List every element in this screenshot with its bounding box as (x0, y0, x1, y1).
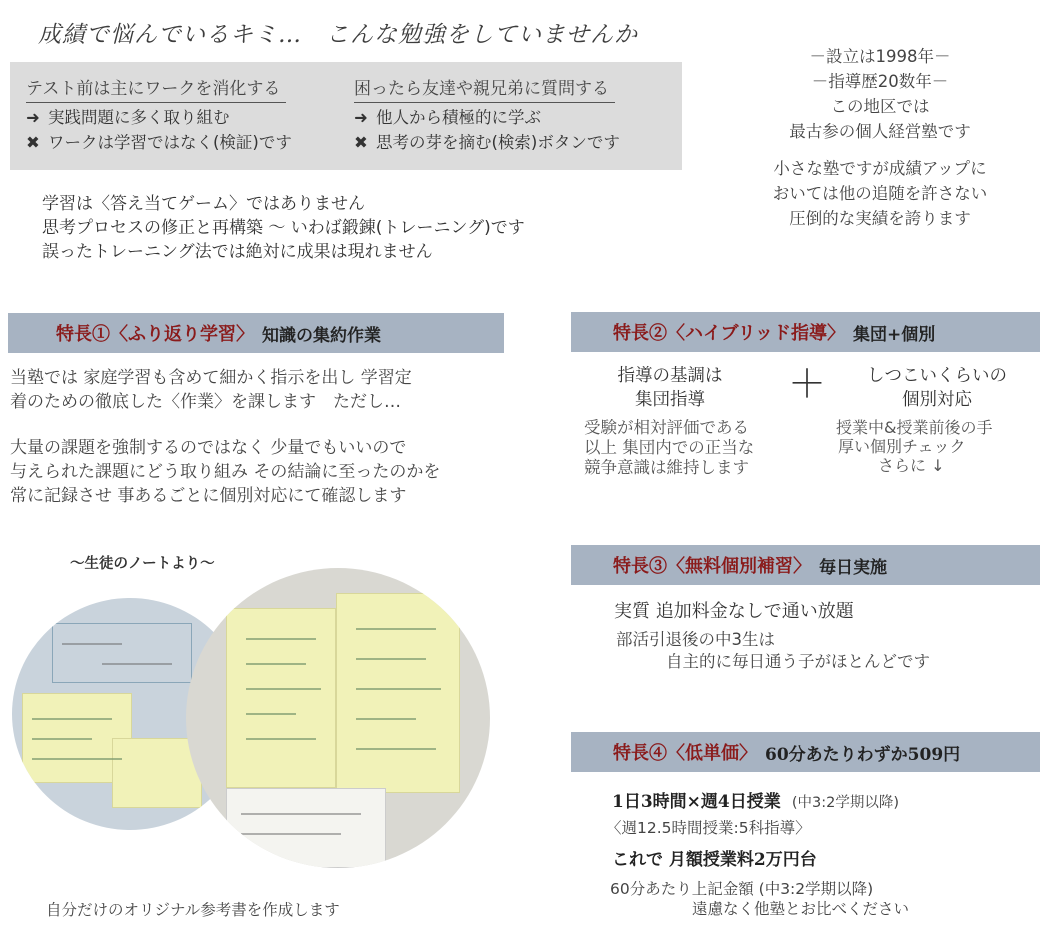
history-line: －設立は1998年－ (809, 47, 951, 66)
feature2-left-body-line: 以上 集団内での正当な (584, 438, 755, 457)
feature2-right-body-line: 厚い個別チェック (838, 437, 966, 456)
feature4-header (571, 732, 1040, 772)
feature2-title: 特長②〈ハイブリッド指導〉 (613, 323, 846, 344)
habit-left-item (26, 130, 292, 155)
feature2-right-title-line: しつこいくらいの (867, 366, 1007, 386)
plus-icon: ＋ (788, 362, 827, 406)
feature2-left-title (600, 364, 740, 412)
feature2-right-body (836, 418, 1041, 475)
feature2-left-body (584, 418, 754, 478)
claim-line: おいては他の追随を許さない (772, 184, 988, 203)
feature4-subtitle: 60分あたりわずか509円 (765, 744, 961, 765)
intro-line: 思考プロセスの修正と再構築 ～ いわば鍛錬(トレーニング)です (42, 218, 525, 238)
claim-line: 小さな塾ですが成績アップに (773, 159, 987, 178)
feature2-right-body-line: 授業中&授業前後の手 (836, 418, 993, 437)
feature1-line: 大量の課題を強制するのではなく 少量でもいいので (10, 438, 407, 458)
feature4-hours-note: (中3:2学期以降) (791, 795, 899, 811)
habit-left-item-text: ワークは学習ではなく(検証)です (48, 133, 292, 152)
feature4-line4: 60分あたり上記金額 (中3:2学期以降) (610, 880, 874, 898)
feature4-hours: 1日3時間×週4日授業 (612, 792, 781, 812)
intro-text (42, 192, 525, 264)
feature2-left-body-line: 受験が相対評価である (584, 418, 749, 437)
habit-right-heading: 困ったら友達や親兄弟に質問する (354, 77, 615, 103)
headline: 成績で悩んでいるキミ… こんな勉強をしていませんか (38, 22, 638, 48)
notes-caption: 自分だけのオリジナル参考書を作成します (46, 901, 340, 919)
feature1-line: 常に記録させ 事あるごとに個別対応にて確認します (10, 486, 407, 506)
feature1-body (10, 366, 440, 508)
habit-right-item-text: 思考の芽を摘む(検索)ボタンです (376, 133, 620, 152)
feature1-line: 着のための徹底した〈作業〉を課します ただし… (10, 392, 401, 412)
feature2-right-body-line: さらに ↓ (878, 456, 945, 475)
habit-left-item-text: 実践問題に多く取り組む (48, 108, 230, 127)
habits-box (10, 62, 682, 170)
cross-icon: ✖ (26, 133, 40, 152)
claim-line: 圧倒的な実績を誇ります (789, 209, 971, 228)
feature4-line2: 〈週12.5時間授業:5科指導〉 (606, 819, 811, 837)
habit-right-item (354, 105, 620, 130)
feature2-header (571, 312, 1040, 352)
notes-photo-right (186, 568, 490, 868)
intro-line: 誤ったトレーニング法では絶対に成果は現れません (42, 242, 433, 262)
feature2-right-title (862, 364, 1012, 412)
feature3-line2: 部活引退後の中3生は (616, 630, 775, 649)
feature4-title: 特長④〈低単価〉 (613, 743, 757, 764)
feature1-line: 与えられた課題にどう取り組み その結論に至ったのかを (10, 462, 441, 482)
feature1-subtitle: 知識の集約作業 (262, 325, 381, 346)
feature3-line1: 実質 追加料金なしで通い放題 (614, 601, 854, 622)
feature1-title: 特長①〈ふり返り学習〉 (56, 324, 254, 345)
history-line: 最古参の個人経営塾です (789, 122, 971, 141)
feature1-line: 当塾では 家庭学習も含めて細かく指示を出し 学習定 (10, 368, 412, 388)
feature2-right-title-line: 個別対応 (902, 390, 972, 410)
history-line: －指導歴20数年－ (811, 72, 949, 91)
arrow-icon: ➜ (26, 108, 40, 127)
feature3-title: 特長③〈無料個別補習〉 (613, 556, 811, 577)
school-info (720, 44, 1040, 231)
habit-left-item (26, 105, 292, 130)
habit-right-item (354, 130, 620, 155)
habit-right-item-text: 他人から積極的に学ぶ (376, 108, 541, 127)
habit-left-heading: テスト前は主にワークを消化する (26, 77, 286, 103)
feature2-subtitle: 集団+個別 (853, 324, 936, 345)
history-line: この地区では (830, 97, 930, 116)
feature3-line3: 自主的に毎日通う子がほとんどです (666, 652, 930, 671)
feature2-left-title-line: 指導の基調は (617, 366, 723, 386)
habit-right (354, 76, 620, 155)
notes-title: ～生徒のノートより～ (70, 555, 215, 572)
feature3-header (571, 545, 1040, 585)
feature3-subtitle: 毎日実施 (819, 557, 887, 578)
habit-left (26, 76, 292, 155)
arrow-icon: ➜ (354, 108, 368, 127)
intro-line: 学習は〈答え当てゲーム〉ではありません (42, 194, 365, 214)
feature1-header (8, 313, 504, 353)
feature2-left-body-line: 競争意識は維持します (584, 458, 749, 477)
feature2-left-title-line: 集団指導 (635, 390, 705, 410)
feature4-line3: これで 月額授業料2万円台 (612, 850, 817, 870)
feature4-line5: 遠慮なく他塾とお比べください (692, 900, 910, 918)
feature4-line1 (612, 787, 899, 812)
cross-icon: ✖ (354, 133, 368, 152)
